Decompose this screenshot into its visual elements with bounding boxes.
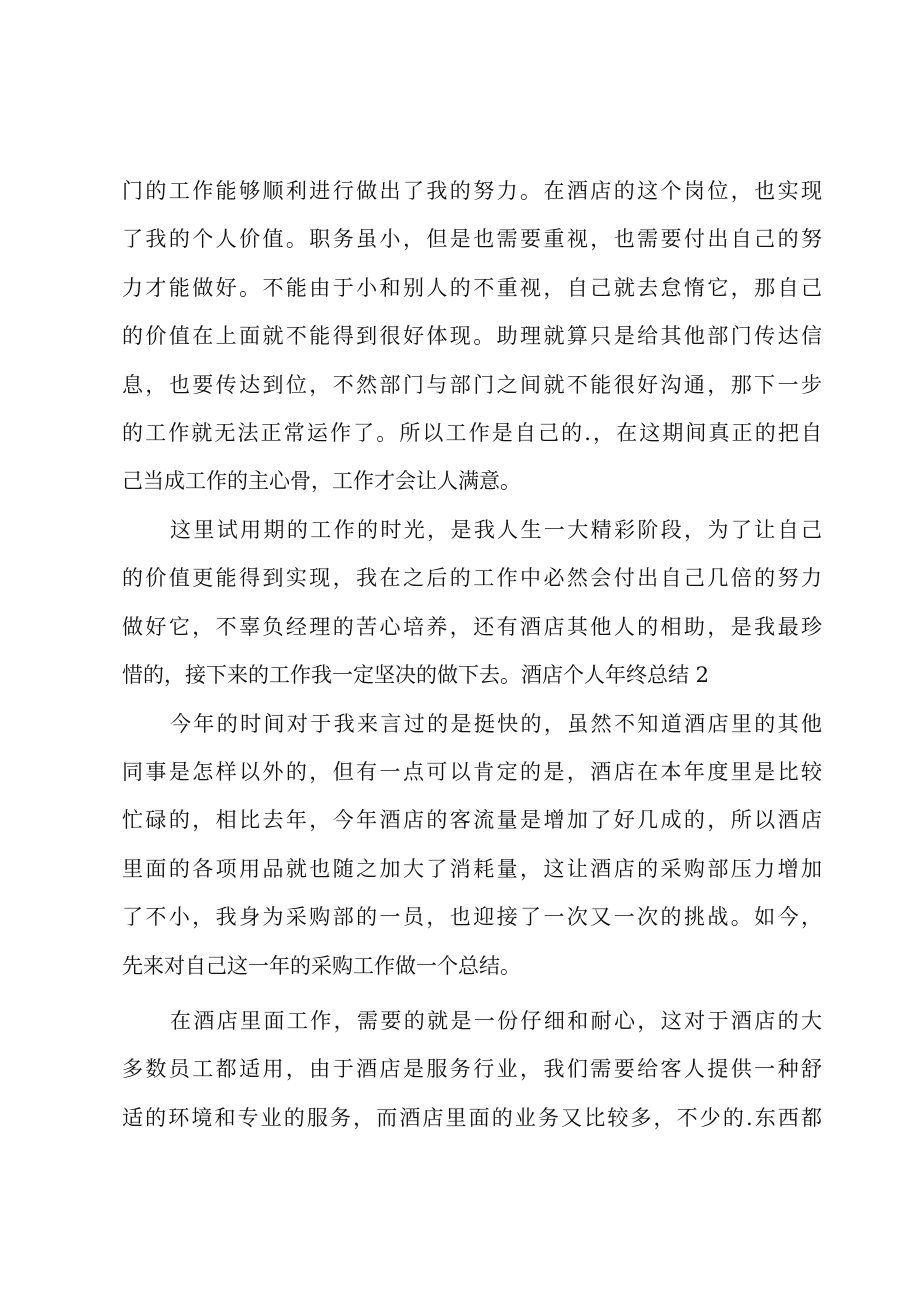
text-line: 这里试用期的工作的时光，是我人生一大精彩阶段，为了让自己: [170, 518, 822, 542]
text-line: 的工作就无法正常运作了。所以工作是自己的.，在这期间真正的把自: [122, 421, 822, 445]
text-line: 做好它，不辜负经理的苦心培养，还有酒店其他人的相助，是我最珍: [122, 615, 822, 639]
text-line: 了不小，我身为采购部的一员，也迎接了一次又一次的挑战。如今，: [122, 905, 822, 929]
text-line: 己当成工作的主心骨，工作才会让人满意。: [122, 469, 521, 493]
text-line: 息，也要传达到位，不然部门与部门之间就不能很好沟通，那下一步: [122, 373, 822, 397]
text-line: 在酒店里面工作，需要的就是一份仔细和耐心，这对于酒店的大: [170, 1009, 822, 1033]
text-line: 多数员工都适用，由于酒店是服务行业，我们需要给客人提供一种舒: [122, 1057, 822, 1081]
text-line: 里面的各项用品就也随之加大了消耗量，这让酒店的采购部压力增加: [122, 857, 822, 881]
text-line: 了我的个人价值。职务虽小，但是也需要重视，也需要付出自己的努: [122, 227, 822, 251]
text-line: 适的环境和专业的服务，而酒店里面的业务又比较多，不少的.东西都: [122, 1106, 822, 1130]
text-line: 忙碌的，相比去年，今年酒店的客流量是增加了好几成的，所以酒店: [122, 808, 822, 832]
text-line: 同事是怎样以外的，但有一点可以肯定的是，酒店在本年度里是比较: [122, 760, 822, 784]
text-line: 门的工作能够顺利进行做出了我的努力。在酒店的这个岗位，也实现: [122, 179, 822, 203]
text-line: 的价值更能得到实现，我在之后的工作中必然会付出自己几倍的努力: [122, 566, 822, 590]
text-line: 今年的时间对于我来言过的是挺快的，虽然不知道酒店里的其他: [170, 712, 822, 736]
text-line: 力才能做好。不能由于小和别人的不重视，自己就去怠惰它，那自己: [122, 276, 822, 300]
text-line: 惜的，接下来的工作我一定坚决的做下去。酒店个人年终总结 2: [122, 663, 710, 687]
text-line: 的价值在上面就不能得到很好体现。助理就算只是给其他部门传达信: [122, 324, 822, 348]
text-line: 先来对自己这一年的采购工作做一个总结。: [122, 954, 521, 978]
